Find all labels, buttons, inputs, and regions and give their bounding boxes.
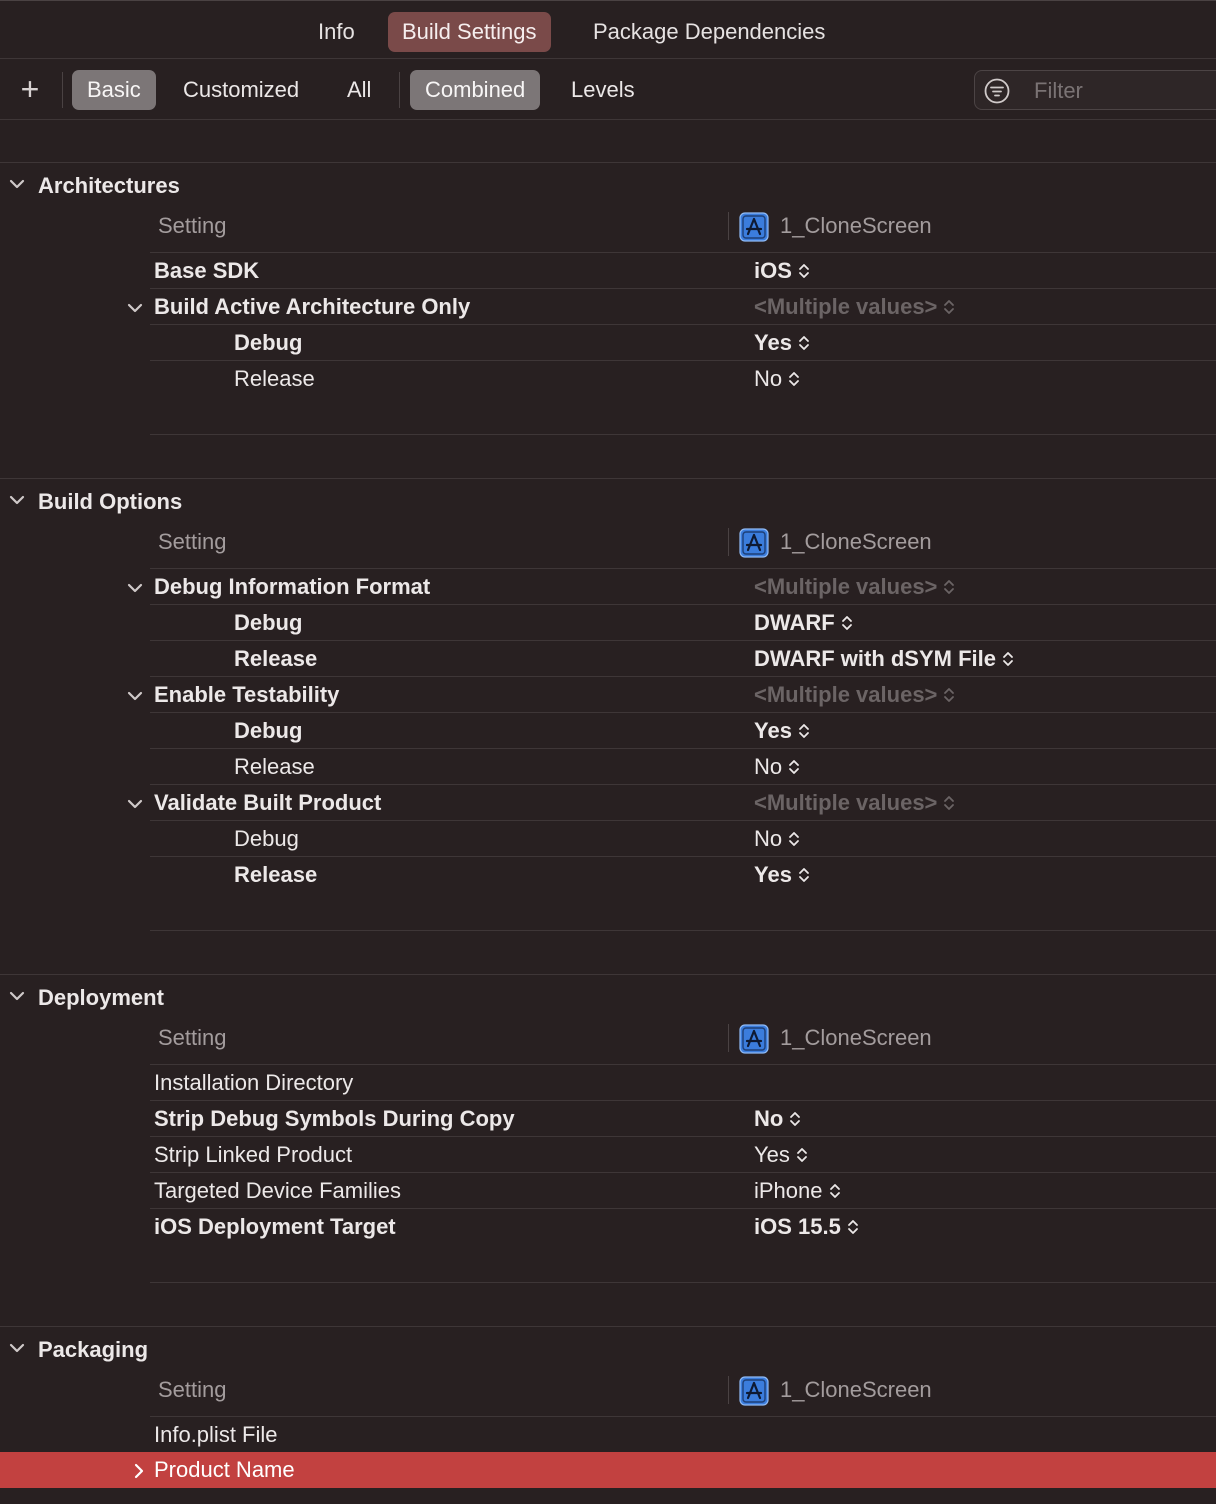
setting-value-popup[interactable] bbox=[754, 569, 955, 605]
setting-name: Debug bbox=[234, 610, 303, 635]
setting-row[interactable] bbox=[150, 1064, 1216, 1100]
setting-row[interactable] bbox=[150, 1208, 1216, 1244]
setting-value-popup[interactable] bbox=[754, 821, 800, 857]
setting-value: <Multiple values> bbox=[754, 682, 938, 707]
app-target-icon bbox=[739, 1024, 769, 1054]
setting-name: iOS Deployment Target bbox=[154, 1214, 396, 1239]
popup-updown-icon bbox=[798, 722, 810, 740]
setting-row[interactable] bbox=[150, 820, 1216, 856]
popup-updown-icon bbox=[798, 334, 810, 352]
setting-name: Installation Directory bbox=[154, 1070, 354, 1095]
column-header bbox=[150, 520, 1216, 564]
setting-row[interactable] bbox=[150, 748, 1216, 784]
popup-updown-icon bbox=[847, 1218, 859, 1236]
setting-name: Debug Information Format bbox=[154, 574, 431, 599]
view-customized-button[interactable]: Customized bbox=[183, 77, 300, 102]
column-header bbox=[150, 1016, 1216, 1060]
setting-name: Enable Testability bbox=[154, 682, 340, 707]
popup-updown-icon bbox=[796, 1146, 808, 1164]
divider bbox=[62, 72, 63, 108]
tab-info[interactable]: Info bbox=[318, 19, 355, 44]
setting-row[interactable] bbox=[150, 856, 1216, 892]
section-title: Build Options bbox=[38, 489, 183, 514]
popup-updown-icon bbox=[788, 370, 800, 388]
setting-row[interactable] bbox=[0, 1452, 1216, 1488]
setting-value-popup[interactable] bbox=[754, 857, 810, 893]
setting-row[interactable] bbox=[150, 568, 1216, 604]
setting-value: <Multiple values> bbox=[754, 574, 938, 599]
section-header-packaging[interactable] bbox=[0, 1332, 600, 1368]
setting-value-popup[interactable] bbox=[754, 1137, 808, 1173]
divider bbox=[399, 72, 400, 108]
filter-placeholder: Filter bbox=[1034, 78, 1083, 103]
view-all-button[interactable]: All bbox=[347, 77, 372, 102]
setting-value: No bbox=[754, 826, 783, 851]
setting-row[interactable] bbox=[150, 676, 1216, 712]
setting-value: Yes bbox=[754, 718, 792, 743]
setting-row[interactable] bbox=[150, 324, 1216, 360]
setting-value-popup[interactable] bbox=[754, 785, 955, 821]
setting-value: iPhone bbox=[754, 1178, 823, 1203]
column-divider bbox=[728, 528, 729, 556]
filter-field[interactable] bbox=[974, 70, 1216, 110]
chevron-down-icon[interactable] bbox=[125, 686, 145, 706]
target-column-label: 1_CloneScreen bbox=[780, 1377, 932, 1402]
section-header-deployment[interactable] bbox=[0, 980, 600, 1016]
setting-name: Product Name bbox=[154, 1457, 295, 1482]
section-title: Architectures bbox=[38, 173, 180, 198]
setting-name: Validate Built Product bbox=[154, 790, 382, 815]
setting-name: Info.plist File bbox=[154, 1422, 278, 1447]
setting-value: DWARF with dSYM File bbox=[754, 646, 996, 671]
popup-updown-icon bbox=[789, 1110, 801, 1128]
setting-row[interactable] bbox=[150, 252, 1216, 288]
add-setting-button[interactable]: + bbox=[20, 71, 40, 107]
setting-value: DWARF bbox=[754, 610, 835, 635]
section-end-divider bbox=[150, 434, 1216, 435]
chevron-down-icon[interactable] bbox=[125, 794, 145, 814]
target-column-label: 1_CloneScreen bbox=[780, 213, 932, 238]
column-header bbox=[150, 1368, 1216, 1412]
section-divider bbox=[0, 974, 1216, 975]
setting-value-popup[interactable] bbox=[754, 677, 955, 713]
section-header-architectures[interactable] bbox=[0, 168, 600, 204]
tab-build-settings[interactable]: Build Settings bbox=[388, 12, 551, 52]
popup-updown-icon bbox=[829, 1182, 841, 1200]
setting-row[interactable] bbox=[150, 1416, 1216, 1452]
setting-name: Strip Linked Product bbox=[154, 1142, 353, 1167]
setting-name: Targeted Device Families bbox=[154, 1178, 401, 1203]
view-basic-button[interactable]: Basic bbox=[72, 70, 156, 110]
chevron-down-icon[interactable] bbox=[125, 298, 145, 318]
setting-name: Debug bbox=[234, 718, 303, 743]
chevron-down-icon[interactable] bbox=[7, 986, 27, 1006]
filter-icon bbox=[984, 78, 1010, 104]
setting-value: iOS 15.5 bbox=[754, 1214, 841, 1239]
setting-value-popup[interactable] bbox=[754, 605, 853, 641]
setting-value: Yes bbox=[754, 330, 792, 355]
popup-updown-icon bbox=[1002, 650, 1014, 668]
setting-value: No bbox=[754, 754, 783, 779]
section-title: Packaging bbox=[38, 1337, 149, 1362]
popup-updown-icon bbox=[841, 614, 853, 632]
setting-name: Base SDK bbox=[154, 258, 260, 283]
popup-updown-icon bbox=[943, 578, 955, 596]
setting-column-label: Setting bbox=[158, 1377, 227, 1402]
chevron-down-icon[interactable] bbox=[7, 174, 27, 194]
setting-value-popup[interactable] bbox=[754, 325, 810, 361]
popup-updown-icon bbox=[798, 866, 810, 884]
settings-filter-bar bbox=[0, 60, 1216, 120]
app-target-icon bbox=[739, 528, 769, 558]
setting-row[interactable] bbox=[150, 604, 1216, 640]
setting-value: iOS bbox=[754, 258, 792, 283]
popup-updown-icon bbox=[788, 830, 800, 848]
setting-value-popup[interactable] bbox=[754, 289, 955, 325]
setting-row[interactable] bbox=[150, 1172, 1216, 1208]
setting-value: No bbox=[754, 1106, 784, 1131]
setting-value-popup[interactable] bbox=[754, 641, 1014, 677]
section-header-build-options[interactable] bbox=[0, 484, 600, 520]
setting-name: Release bbox=[234, 754, 315, 779]
setting-value-popup[interactable] bbox=[754, 361, 800, 397]
popup-updown-icon bbox=[943, 794, 955, 812]
setting-row[interactable] bbox=[150, 712, 1216, 748]
setting-value-popup[interactable] bbox=[754, 1173, 841, 1209]
setting-column-label: Setting bbox=[158, 213, 227, 238]
setting-row[interactable] bbox=[150, 640, 1216, 676]
app-target-icon bbox=[739, 212, 769, 242]
setting-value: No bbox=[754, 366, 783, 391]
column-divider bbox=[728, 1024, 729, 1052]
chevron-down-icon[interactable] bbox=[7, 490, 27, 510]
setting-value-popup[interactable] bbox=[754, 713, 810, 749]
section-divider bbox=[0, 478, 1216, 479]
setting-value-popup[interactable] bbox=[754, 749, 800, 785]
popup-updown-icon bbox=[943, 298, 955, 316]
setting-row[interactable] bbox=[150, 784, 1216, 820]
setting-name: Build Active Architecture Only bbox=[154, 294, 471, 319]
column-divider bbox=[728, 1376, 729, 1404]
popup-updown-icon bbox=[943, 686, 955, 704]
setting-name: Strip Debug Symbols During Copy bbox=[154, 1106, 515, 1131]
column-divider bbox=[728, 212, 729, 240]
setting-row[interactable] bbox=[150, 1136, 1216, 1172]
chevron-right-icon[interactable] bbox=[129, 1461, 149, 1481]
target-column-label: 1_CloneScreen bbox=[780, 1025, 932, 1050]
setting-name: Debug bbox=[234, 330, 303, 355]
setting-name: Release bbox=[234, 862, 318, 887]
setting-value-popup[interactable] bbox=[754, 1101, 801, 1137]
section-title: Deployment bbox=[38, 985, 164, 1010]
chevron-down-icon[interactable] bbox=[7, 1338, 27, 1358]
setting-name: Release bbox=[234, 366, 315, 391]
section-divider bbox=[0, 162, 1216, 163]
setting-value-popup[interactable] bbox=[754, 253, 810, 289]
tab-package-dependencies[interactable]: Package Dependencies bbox=[593, 19, 826, 44]
app-target-icon bbox=[739, 1376, 769, 1406]
setting-row[interactable] bbox=[150, 360, 1216, 396]
setting-name: Release bbox=[234, 646, 318, 671]
section-divider bbox=[0, 1326, 1216, 1327]
section-end-divider bbox=[150, 1282, 1216, 1283]
section-end-divider bbox=[150, 930, 1216, 931]
chevron-down-icon[interactable] bbox=[125, 578, 145, 598]
popup-updown-icon bbox=[798, 262, 810, 280]
setting-row[interactable] bbox=[150, 1100, 1216, 1136]
popup-updown-icon bbox=[788, 758, 800, 776]
setting-column-label: Setting bbox=[158, 529, 227, 554]
setting-value: Yes bbox=[754, 1142, 790, 1167]
setting-value: <Multiple values> bbox=[754, 294, 938, 319]
mode-levels-button[interactable]: Levels bbox=[571, 77, 635, 102]
editor-tab-bar bbox=[0, 4, 1216, 59]
setting-row[interactable] bbox=[150, 288, 1216, 324]
mode-combined-button[interactable]: Combined bbox=[410, 70, 540, 110]
setting-name: Debug bbox=[234, 826, 299, 851]
setting-column-label: Setting bbox=[158, 1025, 227, 1050]
setting-value-popup[interactable] bbox=[754, 1209, 859, 1245]
setting-value: Yes bbox=[754, 862, 792, 887]
column-header bbox=[150, 204, 1216, 248]
target-column-label: 1_CloneScreen bbox=[780, 529, 932, 554]
setting-value: <Multiple values> bbox=[754, 790, 938, 815]
